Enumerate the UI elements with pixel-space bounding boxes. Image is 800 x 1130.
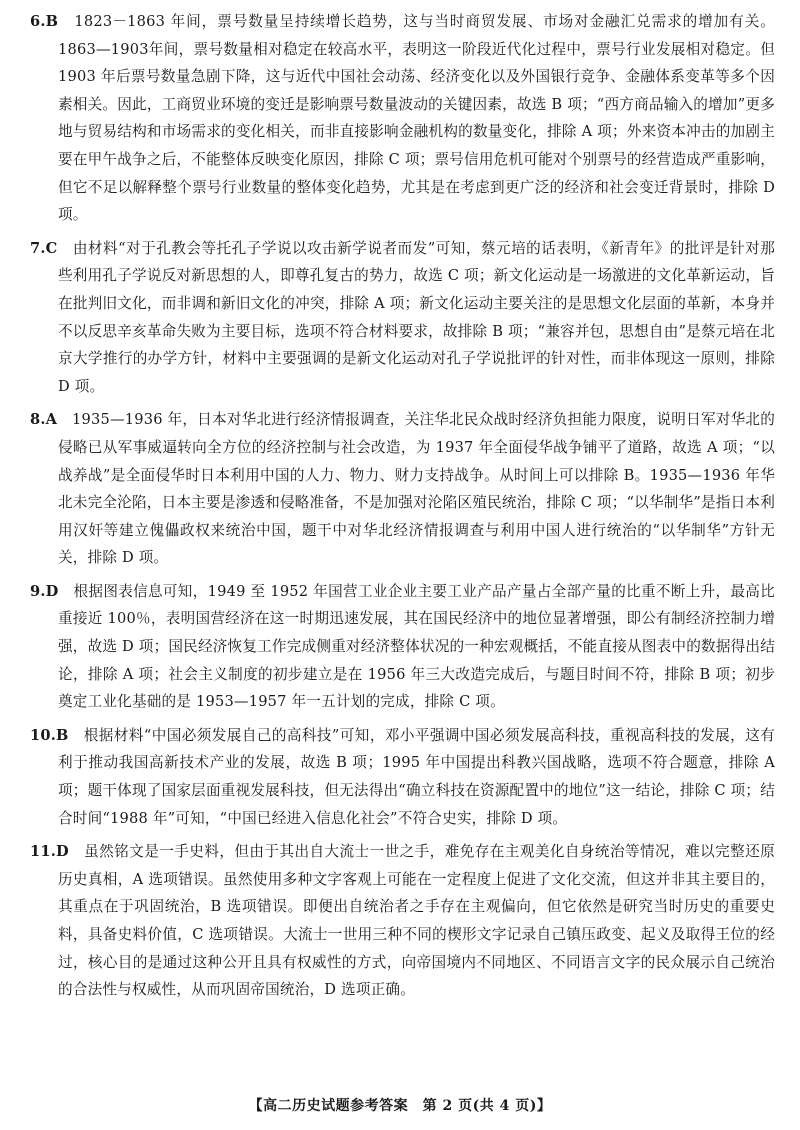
answer-number: 7.C (30, 239, 58, 257)
answer-item-11 (30, 838, 775, 1004)
answer-explanation: 根据材料“中国必须发展自己的高科技”可知，邓小平强调中国必须发展高科技，重视高科技的发展，这有利于推动我国高新技术产业的发展，故选 B 项；1995 年中国提出科教兴国战略，选项不符合题意，排除 A 项；题干体现了国家层面重视发展科技，但无法得出“确立科技在资源配置中的地位”这一结论，排除 C 项；结合时间“1988 年”可知，“中国已经进入信息化社会”不符合史实，排除 D 项。 (58, 726, 776, 827)
answer-number: 6.B (30, 13, 59, 30)
answer-item-10 (30, 722, 775, 832)
answer-number: 11.D (30, 843, 69, 861)
answer-number: 9.D (30, 582, 59, 600)
answer-explanation: 1823－1863 年间，票号数量呈持续增长趋势，这与当时商贸发展、市场对金融汇兑需求的增加有关。1863—1903年间，票号数量相对稳定在较高水平，表明这一阶段近代化过程中，票号行业发展相对稳定。但1903 年后票号数量急剧下降，这与近代中国社会动荡、经济变化以及外国银行竞争、金融体系变革等多个因素相关。因此，工商贸业环境的变迁是影响票号数量波动的关键因素，故选 B 项；“西方商品输入的增加”更多地与贸易结构和市场需求的变化相关，而非直接影响金融机构的数量变化，排除 A 项；外来资本冲击的加剧主要在甲午战争之后，不能整体反映变化原因，排除 C 项；票号信用危机可能对个别票号的经营造成严重影响，但它不足以解释整个票号行业数量的整体变化趋势，尤其是在考虑到更广泛的经济和社会变迁背景时，排除 D 项。 (58, 13, 775, 224)
answer-item-7 (30, 235, 775, 401)
answer-explanation: 根据图表信息可知，1949 至 1952 年国营工业企业主要工业产品产量占全部产量的比重不断上升，最高比重接近 100％，表明国营经济在这一时期迅速发展，其在国民经济中的地位显著增强，即公有制经济控制力增强，故选 D 项；国民经济恢复工作完成侧重对经济整体状况的一种宏观概括，不能直接从图表中的数据得出结论，排除 A 项；社会主义制度的初步建立是在 1956 年三大改造完成后，与题目时间不符，排除 B 项；初步奠定工业化基础的是 1953—1957 年一五计划的完成，排除 C 项。 (58, 582, 775, 711)
answer-number: 8.A (30, 411, 58, 429)
answer-item-9 (30, 578, 775, 716)
answer-explanation: 由材料“对于孔教会等托孔子学说以攻击新学说者而发”可知，蔡元培的话表明，《新青年》的批评是针对那些利用孔子学说反对新思想的人，即尊孔复古的势力，故选 C 项；新文化运动是一场激进的文化革新运动，旨在批判旧文化，而非调和新旧文化的冲突，排除 A 项；新文化运动主要关注的是思想文化层面的革新，本身并不以反思辛亥革命失败为主要目标，选项不符合材料要求，故排除 B 项；“兼容并包，思想自由”是蔡元培在北京大学推行的办学方针，材料中主要强调的是新文化运动对孔子学说批评的针对性，而非体现这一原则，排除 D 项。 (58, 239, 775, 395)
answer-item-6 (30, 8, 775, 229)
answer-key-page (30, 8, 775, 1010)
answer-explanation: 1935—1936 年，日本对华北进行经济情报调查，关注华北民众战时经济负担能力限度，说明日军对华北的侵略已从军事威逼转向全方位的经济控制与社会改造，为 1937 年全面侵华战争铺平了道路，故选 A 项；“以战养战”是全面侵华时日本利用中国的人力、物力、财力支持战争。从时间上可以排除 B。1935—1936 年华北未完全沦陷，日本主要是渗透和侵略准备，不是加强对沦陷区殖民统治，排除 C 项；“以华制华”是指日本利用汉奸等建立傀儡政权来统治中国，题干中对华北经济情报调查与利用中国人进行统治的“以华制华”方针无关，排除 D 项。 (58, 411, 775, 567)
page-footer: 【高二历史试题参考答案 第 2 页(共 4 页)】 (248, 1098, 552, 1114)
answer-number: 10.B (30, 726, 69, 744)
answer-explanation: 虽然铭文是一手史料，但由于其出自大流士一世之手，难免存在主观美化自身统治等情况，难以完整还原历史真相，A 选项错误。虽然使用多种文字客观上可能在一定程度上促进了文化交流，但这并非其主要目的，其重点在于巩固统治，B 选项错误。即便出自统治者之手存在主观偏向，但它依然是研究当时历史的重要史料，具备史料价值，C 选项错误。大流士一世用三种不同的楔形文字记录自己镇压政变、起义及取得王位的经过，核心目的是通过这种公开且具有权威性的方式，向帝国境内不同地区、不同语言文字的民众展示自己统治的合法性与权威性，从而巩固帝国统治，D 选项正确。 (58, 843, 775, 999)
answer-item-8 (30, 406, 775, 572)
